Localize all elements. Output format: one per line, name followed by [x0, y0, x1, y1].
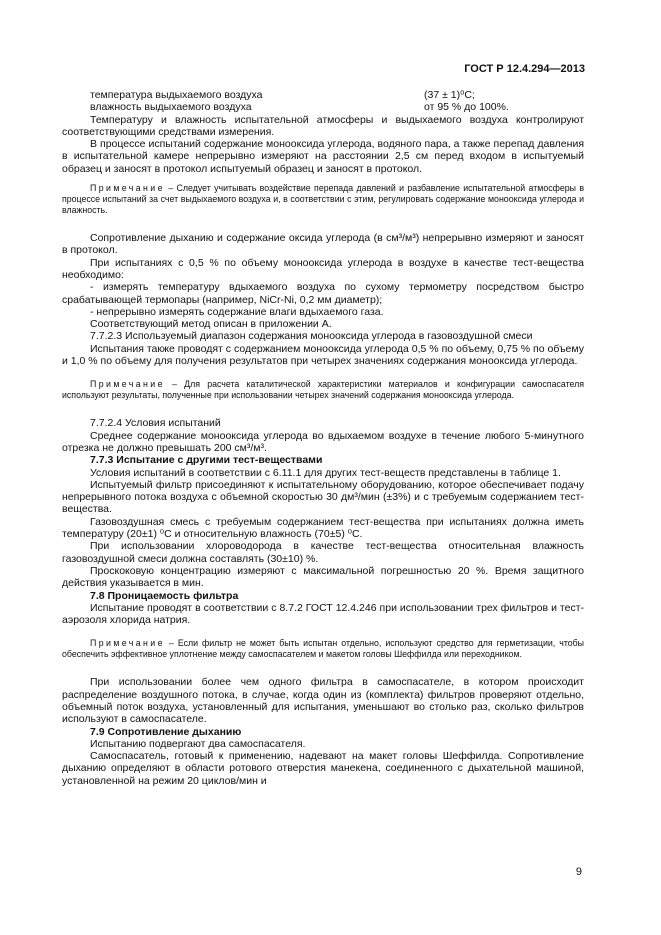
- paragraph: Соответствующий метод описан в приложении А.: [90, 318, 332, 331]
- page-number: 9: [575, 866, 582, 878]
- param-row: [62, 89, 584, 101]
- note-label: Примечание: [90, 379, 165, 390]
- paragraph: Испытание проводят в соответствии с 8.7.2 ГОСТ 12.4.246 при использовании трех фильтров и тест-аэрозоля хлорида натрия.: [62, 601, 584, 627]
- paragraph: При испытаниях с 0,5 % по объему монооксида углерода в воздухе в качестве тест-вещества необходимо:: [62, 256, 584, 281]
- paragraph: Проскоковую концентрацию измеряют с максимальной погрешностью 20 %. Время защитного действия указывается в мин.: [62, 564, 584, 590]
- param-value: от 95 % до 100%.: [424, 101, 509, 114]
- param-row: [62, 101, 584, 113]
- paragraph: В процессе испытаний содержание монооксида углерода, водяного пара, а также перепад давления в испытательной камере непрерывно измеряют на расстоянии 2,5 см перед входом в испытуемый образец и заносят в протокол испытуемый образец и заносят в протокол.: [62, 138, 584, 175]
- document-code: ГОСТ Р 12.4.294—2013: [464, 63, 585, 75]
- paragraph: Газовоздушная смесь с требуемым содержанием тест-вещества при испытаниях должна иметь температуру (20±1) ⁰С и относительную влажность (70±5) ⁰С.: [62, 515, 584, 541]
- param-label: температура выдыхаемого воздуха: [90, 89, 263, 101]
- paragraph: Испытания также проводят с содержанием монооксида углерода 0,5 % по объему, 0,75 % по объему и 1,0 % по объему для получения результатов при четырех значениях содержания монооксида углерода.: [62, 342, 584, 368]
- paragraph: Самоспасатель, готовый к применению, надевают на макет головы Шеффилда. Сопротивление дыханию определяют в области ротового отверстия манекена, соединенного с дыхательной машиной, установленной на режим 20 циклов/мин и: [62, 750, 584, 787]
- param-value: (37 ± 1)⁰С;: [424, 89, 475, 101]
- note: Примечание – Если фильтр не может быть испытан отдельно, используют средство для герметизации, чтобы обеспечить эффективное уплотнение между самоспасателем и макетом головы Шеффилда или переходником.: [62, 638, 585, 660]
- note-label: Примечание: [90, 183, 165, 194]
- note-label: Примечание: [90, 638, 165, 649]
- paragraph: Испытуемый фильтр присоединяют к испытательному оборудованию, которое обеспечивает подачу непрерывного потока воздуха с объемной скоростью 30 дм³/мин (±3%) и с требуемым содержанием тест-вещества.: [62, 478, 584, 516]
- note: Примечание – Следует учитывать воздействие перепада давлений и разбавление испытательной атмосферы в процессе испытаний за счет выдыхаемого воздуха и, в соответствии с этим, регулировать содержание монооксида углерода и влажность.: [62, 183, 585, 216]
- note-text: Следует учитывать воздействие перепада давлений и разбавление испытательной атмосферы в процессе испытаний за счет выдыхаемого воздуха и, в соответствии с этим, регулировать содержание монооксида углерода и влажность.: [62, 183, 585, 216]
- paragraph: При использовании хлороводорода в качестве тест-вещества относительная влажность газовоздушной смеси должна составлять (30±10) %.: [62, 540, 584, 565]
- section-heading: 7.8 Проницаемость фильтра: [90, 589, 239, 602]
- paragraph: Условия испытаний в соответствии с 6.11.1 для других тест-веществ представлены в таблице 1.: [90, 466, 561, 479]
- note: Примечание – Для расчета каталитической характеристики материалов и конфигурации самоспасателя используют результаты, полученные при использовании четырех значений содержания монооксида углерода.: [62, 379, 584, 401]
- paragraph: - непрерывно измерять содержание влаги вдыхаемого газа.: [90, 305, 384, 318]
- section-heading: 7.7.2.3 Используемый диапазон содержания монооксида углерода в газовоздушной смеси: [90, 330, 533, 343]
- paragraph: - измерять температуру вдыхаемого воздуха по сухому термометру посредством быстро срабатывающей термопары (например, NiCr-Ni, 0,2 мм диаметр);: [62, 281, 584, 306]
- paragraph: Температуру и влажность испытательной атмосферы и выдыхаемого воздуха контролируют соответствующими средствами измерения.: [62, 113, 584, 138]
- paragraph: При использовании более чем одного фильтра в самоспасателе, в котором происходит распределение воздушного потока, в случае, когда один из (комплекта) фильтров проверяют отдельно, объемный поток воздуха, установленный для испытания, уменьшают во столько раз, сколько фильтров используют в самоспасателе.: [62, 676, 584, 726]
- paragraph: Среднее содержание монооксида углерода во вдыхаемом воздухе в течение любого 5-минутного отрезка не должно превышать 200 см³/м³.: [62, 429, 584, 454]
- section-heading: 7.9 Сопротивление дыханию: [90, 725, 242, 738]
- section-heading: 7.7.2.4 Условия испытаний: [90, 417, 221, 430]
- note-text: Если фильтр не может быть испытан отдельно, используют средство для герметизации, чтобы обеспечить эффективное уплотнение между самоспасателем и макетом головы Шеффилда или переходником.: [62, 638, 585, 660]
- paragraph: Испытанию подвергают два самоспасателя.: [90, 737, 306, 750]
- param-label: влажность выдыхаемого воздуха: [90, 101, 252, 114]
- section-heading: 7.7.3 Испытание с другими тест-веществами: [90, 454, 323, 467]
- paragraph: Сопротивление дыханию и содержание оксида углерода (в см³/м³) непрерывно измеряют и заносят в протокол.: [62, 232, 584, 257]
- document-body: [62, 89, 584, 787]
- note-text: Для расчета каталитической характеристики материалов и конфигурации самоспасателя используют результаты, полученные при использовании четырех значений содержания монооксида углерода.: [62, 379, 584, 401]
